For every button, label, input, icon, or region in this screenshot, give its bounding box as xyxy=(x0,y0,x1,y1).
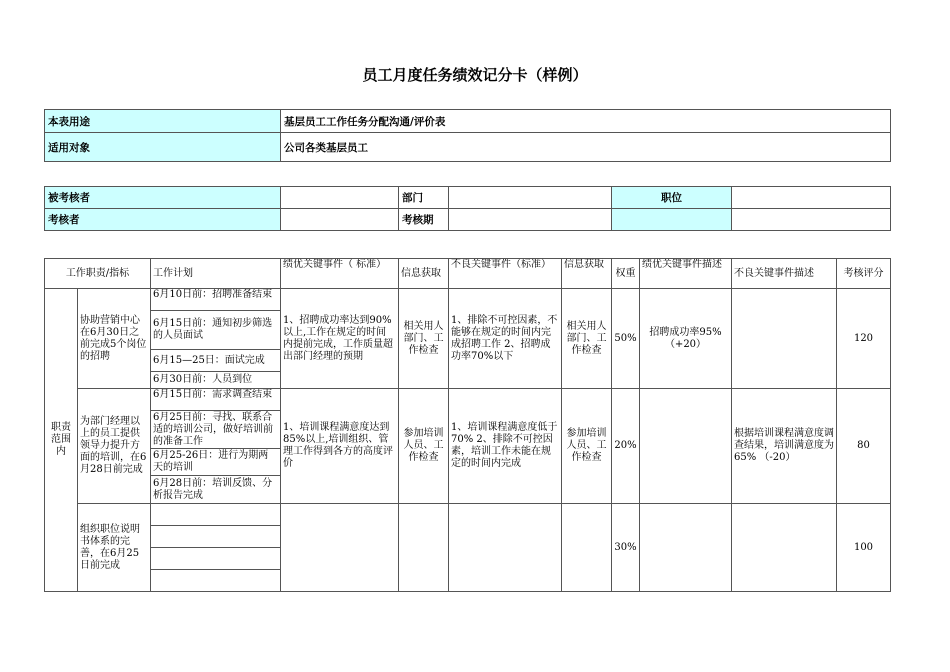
dept-label: 部门 xyxy=(399,187,449,209)
dept-field[interactable] xyxy=(449,187,612,209)
target-value: 公司各类基层员工 xyxy=(281,133,891,162)
info-source-cell xyxy=(399,504,449,592)
plan-cell xyxy=(151,570,281,592)
header-duty: 工作职责/指标 xyxy=(45,259,151,289)
plan-cell xyxy=(151,548,281,570)
info-source-cell: 参加培训人员、工作检查 xyxy=(562,389,612,504)
bad-desc-cell xyxy=(732,289,837,389)
plan-cell: 6月25-26日：进行为期两天的培训 xyxy=(151,449,281,476)
good-event-cell xyxy=(281,504,399,592)
page-title: 员工月度任务绩效记分卡（样例） xyxy=(362,66,588,84)
plan-cell: 6月25日前：寻找、联系合适的培训公司，做好培训前的准备工作 xyxy=(151,411,281,449)
header-score: 考核评分 xyxy=(837,259,891,289)
plan-cell: 6月15日前：需求调查结束 xyxy=(151,389,281,411)
bad-event-cell: 1、排除不可控因素，不能够在规定的时间内完成招聘工作 2、招聘成功率70%以下 xyxy=(449,289,562,389)
good-event-cell: 1、招聘成功率达到90%以上,工作在规定的时间内提前完成，工作质量超出部门经理的预期 xyxy=(281,289,399,389)
period-label: 考核期 xyxy=(399,209,449,231)
assessee-field[interactable] xyxy=(281,187,399,209)
assessor-field[interactable] xyxy=(281,209,399,231)
blank-cell xyxy=(612,209,732,231)
task-table xyxy=(44,258,891,592)
good-event-cell: 1、培训课程满意度达到85%以上,培训组织、管理工作得到各方的高度评价 xyxy=(281,389,399,504)
header-info-source: 信息获取 xyxy=(562,259,612,289)
header-good-event: 绩优关键事件（ 标准） xyxy=(281,259,399,289)
weight-cell: 50% xyxy=(612,289,640,389)
position-label: 职位 xyxy=(612,187,732,209)
header-plan: 工作计划 xyxy=(151,259,281,289)
position-field[interactable] xyxy=(732,187,891,209)
good-desc-cell xyxy=(640,504,732,592)
bad-event-cell: 1、培训课程满意度低于70% 2、排除不可控因素，培训工作未能在规定的时间内完成 xyxy=(449,389,562,504)
bad-desc-cell: 根据培训课程满意度调查结果，培训满意度为65% （-20） xyxy=(732,389,837,504)
duty-cell: 为部门经理以上的员工提供领导力提升方面的培训，在6月28日前完成 xyxy=(78,389,151,504)
header-bad-desc: 不良关键事件描述 xyxy=(732,259,837,289)
bad-event-cell xyxy=(449,504,562,592)
good-desc-cell xyxy=(640,389,732,504)
duty-cell: 组织职位说明书体系的完善，在6月25日前完成 xyxy=(78,504,151,592)
plan-cell: 6月10日前：招聘准备结束 xyxy=(151,289,281,311)
plan-cell: 6月28日前：培训反馈、分析报告完成 xyxy=(151,476,281,504)
plan-cell xyxy=(151,504,281,526)
assessee-label: 被考核者 xyxy=(45,187,281,209)
header-good-desc: 绩优关键事件描述 xyxy=(640,259,732,289)
plan-cell: 6月15—25日：面试完成 xyxy=(151,350,281,372)
info-source-cell: 相关用人部门、工作检查 xyxy=(562,289,612,389)
good-desc-cell: 招聘成功率95%（+20） xyxy=(640,289,732,389)
period-field[interactable] xyxy=(449,209,612,231)
info-source-cell: 相关用人部门、工作检查 xyxy=(399,289,449,389)
assessor-label: 考核者 xyxy=(45,209,281,231)
score-cell: 80 xyxy=(837,389,891,504)
target-label: 适用对象 xyxy=(45,133,281,162)
usage-table xyxy=(44,109,891,162)
header-bad-event: 不良关键事件（标准） xyxy=(449,259,562,289)
weight-cell: 20% xyxy=(612,389,640,504)
blank-cell xyxy=(732,209,891,231)
duty-cell: 协助营销中心在6月30日之前完成5个岗位的招聘 xyxy=(78,289,151,389)
plan-cell: 6月30日前：人员到位 xyxy=(151,372,281,389)
score-cell: 100 xyxy=(837,504,891,592)
weight-cell: 30% xyxy=(612,504,640,592)
header-weight: 权重 xyxy=(612,259,640,289)
scope-label: 职责范围内 xyxy=(45,289,78,592)
purpose-value: 基层员工工作任务分配沟通/评价表 xyxy=(281,110,891,133)
plan-cell: 6月15日前：通知初步筛选的人员面试 xyxy=(151,311,281,350)
plan-cell xyxy=(151,526,281,548)
score-cell: 120 xyxy=(837,289,891,389)
assessment-table xyxy=(44,186,891,231)
purpose-label: 本表用途 xyxy=(45,110,281,133)
bad-desc-cell xyxy=(732,504,837,592)
info-source-cell xyxy=(562,504,612,592)
header-info-source: 信息获取 xyxy=(399,259,449,289)
info-source-cell: 参加培训人员、工作检查 xyxy=(399,389,449,504)
